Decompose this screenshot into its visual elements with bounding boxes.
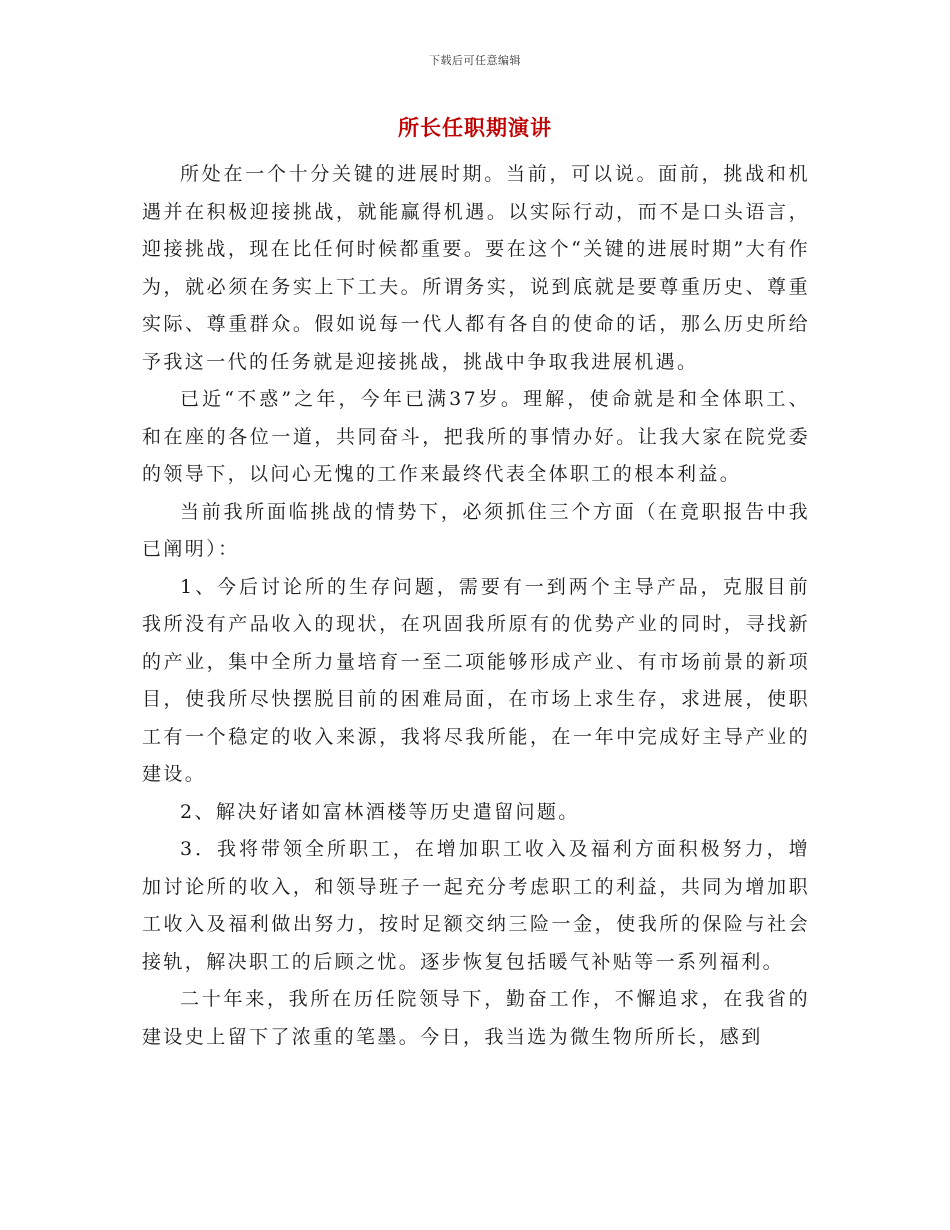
document-body <box>142 156 810 1056</box>
paragraph-5: 2、解决好诸如富林酒楼等历史遣留问题。 <box>180 800 580 823</box>
paragraph-7: 二十年来，我所在历任院领导下，勤奋工作，不懈追求，在我省的建设史上留下了浓重的笔墨。今日，我当选为微生物所所长，感到 <box>142 988 810 1048</box>
paragraph-6: 3．我将带领全所职工，在增加职工收入及福利方面积极努力，增加讨论所的收入，和领导班子一起充分考虑职工的利益，共同为增加职工收入及福利做出努力，按时足额交纳三险一金，使我所的保险与社会接轨，解决职工的后顾之忧。逐步恢复包括暖气补贴等一系列福利。 <box>142 838 810 973</box>
paragraph-3: 当前我所面临挑战的情势下，必须抓住三个方面（在竟职报告中我已阐明）： <box>142 500 810 560</box>
paragraph-4: 1、今后讨论所的生存问题，需要有一到两个主导产品，克服目前我所没有产品收入的现状，在巩固我所原有的优势产业的同时，寻找新的产业，集中全所力量培育一至二项能够形成产业、有市场前景的新项目，使我所尽快摆脱目前的困难局面，在市场上求生存，求进展，使职工有一个稳定的收入来源，我将尽我所能，在一年中完成好主导产业的建设。 <box>142 575 810 785</box>
page-header-note: 下载后可任意编辑 <box>429 54 521 67</box>
paragraph-2: 已近“不惑”之年，今年已满37岁。理解，使命就是和全体职工、和在座的各位一道，共同奋斗，把我所的事情办好。让我大家在院党委的领导下，以问心无愧的工作来最终代表全体职工的根本利益。 <box>142 388 810 485</box>
document-title: 所长任职期演讲 <box>398 116 552 140</box>
paragraph-1: 所处在一个十分关键的进展时期。当前，可以说。面前，挑战和机遇并在积极迎接挑战，就能赢得机遇。以实际行动，而不是口头语言，迎接挑战，现在比任何时候都重要。要在这个“关键的进展时期”大有作为，就必须在务实上下工夫。所谓务实，说到底就是要尊重历史、尊重实际、尊重群众。假如说每一代人都有各自的使命的话，那么历史所给予我这一代的任务就是迎接挑战，挑战中争取我进展机遇。 <box>142 163 810 373</box>
